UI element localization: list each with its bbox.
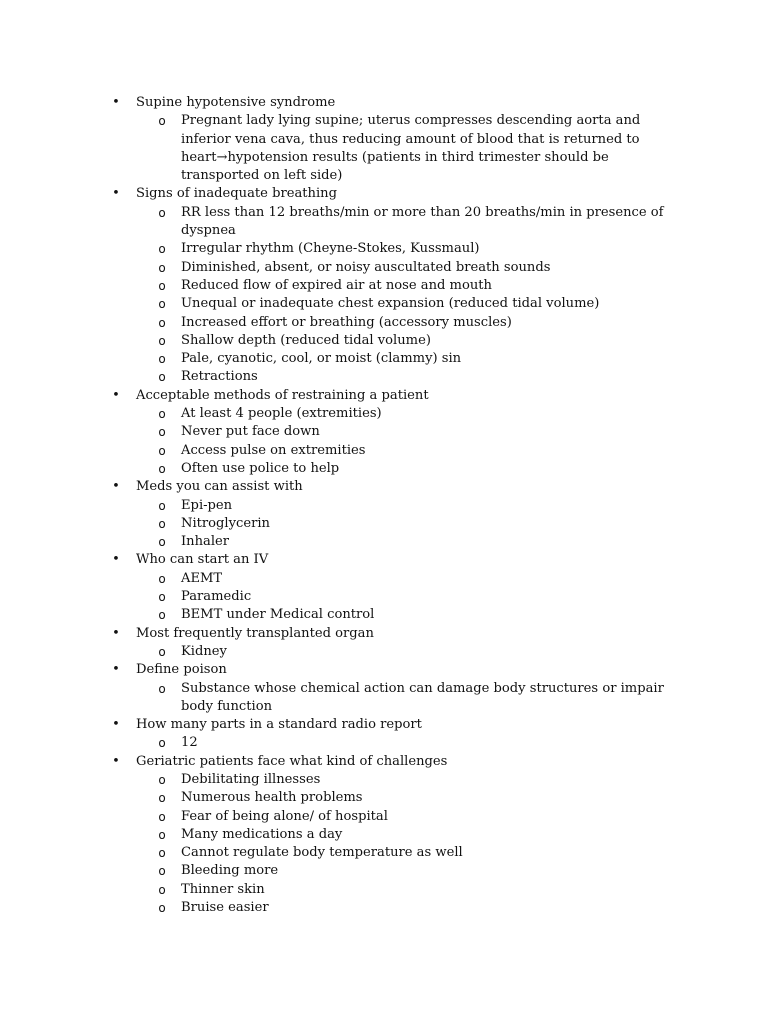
bullet-icon: • xyxy=(112,387,120,403)
sub-item xyxy=(158,844,676,862)
sub-item xyxy=(158,497,676,515)
topic-heading: Who can start an IV xyxy=(136,552,269,568)
hollow-bullet-icon: o xyxy=(158,516,166,531)
bullet-icon: • xyxy=(112,662,120,678)
sub-item xyxy=(158,826,676,844)
sub-item xyxy=(158,570,676,588)
sub-item xyxy=(158,314,676,332)
sub-item-text: BEMT under Medical control xyxy=(181,607,375,623)
hollow-bullet-icon: o xyxy=(158,370,166,385)
sub-item xyxy=(158,460,676,478)
outline-topic xyxy=(0,716,676,753)
hollow-bullet-icon: o xyxy=(158,315,166,330)
outline-topic xyxy=(0,753,676,918)
sub-item-text: Numerous health problems xyxy=(181,790,363,806)
hollow-bullet-icon: o xyxy=(158,772,166,787)
sub-item xyxy=(158,734,676,752)
topic-heading: Define poison xyxy=(136,662,227,678)
bullet-icon: • xyxy=(112,717,120,733)
sub-item-text: Substance whose chemical action can damage body structures or impair body function xyxy=(181,680,664,714)
sub-item-text: Paramedic xyxy=(181,589,252,605)
sub-item-text: Pregnant lady lying supine; uterus compresses descending aorta and inferior vena cava, thus reducing amount of blood that is returned to heart→hypotension results (patients in third trimester should be transported on left side) xyxy=(181,113,641,184)
sub-item xyxy=(158,442,676,460)
sub-item xyxy=(158,533,676,551)
topic-heading: Meds you can assist with xyxy=(136,479,303,495)
sub-item-text: 12 xyxy=(181,735,198,751)
sub-item xyxy=(158,588,676,606)
sub-list xyxy=(136,771,676,917)
sub-list xyxy=(136,570,676,625)
sub-item-text: Epi-pen xyxy=(181,497,233,513)
sub-item xyxy=(158,515,676,533)
outline-topic xyxy=(0,661,676,716)
sub-list xyxy=(136,734,676,752)
sub-item xyxy=(158,899,676,917)
sub-list xyxy=(136,405,676,478)
topic-heading: How many parts in a standard radio report xyxy=(136,717,422,733)
hollow-bullet-icon: o xyxy=(158,736,166,751)
hollow-bullet-icon: o xyxy=(158,571,166,586)
hollow-bullet-icon: o xyxy=(158,352,166,367)
bulleted-outline xyxy=(0,94,768,917)
hollow-bullet-icon: o xyxy=(158,242,166,257)
sub-item-text: Often use police to help xyxy=(181,460,340,476)
sub-item-text: Retractions xyxy=(181,369,258,385)
sub-item-text: Never put face down xyxy=(181,424,320,440)
hollow-bullet-icon: o xyxy=(158,809,166,824)
sub-item-text: Bruise easier xyxy=(181,900,269,916)
bullet-icon: • xyxy=(112,95,120,110)
hollow-bullet-icon: o xyxy=(158,461,166,476)
hollow-bullet-icon: o xyxy=(158,590,166,605)
topic-heading: Supine hypotensive syndrome xyxy=(136,95,336,110)
sub-item-text: AEMT xyxy=(181,570,223,586)
hollow-bullet-icon: o xyxy=(158,114,166,129)
topic-heading: Geriatric patients face what kind of challenges xyxy=(136,753,448,769)
sub-item xyxy=(158,643,676,661)
sub-item xyxy=(158,277,676,295)
bullet-icon: • xyxy=(112,625,120,641)
hollow-bullet-icon: o xyxy=(158,260,166,275)
topic-heading: Acceptable methods of restraining a patient xyxy=(136,387,429,403)
sub-item xyxy=(158,295,676,313)
sub-item xyxy=(158,771,676,789)
hollow-bullet-icon: o xyxy=(158,681,166,696)
sub-list xyxy=(136,112,676,185)
hollow-bullet-icon: o xyxy=(158,205,166,220)
sub-item-text: Irregular rhythm (Cheyne-Stokes, Kussmaul) xyxy=(181,241,480,257)
sub-list xyxy=(136,680,676,717)
topic-heading: Signs of inadequate breathing xyxy=(136,186,337,202)
hollow-bullet-icon: o xyxy=(158,443,166,458)
hollow-bullet-icon: o xyxy=(158,882,166,897)
outline-topic xyxy=(0,625,676,662)
sub-list xyxy=(136,643,676,661)
sub-item-text: Diminished, absent, or noisy auscultated breath sounds xyxy=(181,259,551,275)
hollow-bullet-icon: o xyxy=(158,535,166,550)
hollow-bullet-icon: o xyxy=(158,425,166,440)
hollow-bullet-icon: o xyxy=(158,297,166,312)
hollow-bullet-icon: o xyxy=(158,498,166,513)
sub-item-text: Nitroglycerin xyxy=(181,515,270,531)
sub-list xyxy=(136,497,676,552)
hollow-bullet-icon: o xyxy=(158,827,166,842)
hollow-bullet-icon: o xyxy=(158,791,166,806)
sub-item xyxy=(158,405,676,423)
sub-item xyxy=(158,240,676,258)
sub-item xyxy=(158,423,676,441)
sub-item xyxy=(158,350,676,368)
hollow-bullet-icon: o xyxy=(158,333,166,348)
sub-item-text: Bleeding more xyxy=(181,863,279,879)
sub-item-text: Many medications a day xyxy=(181,826,343,842)
sub-item xyxy=(158,881,676,899)
outline-topic xyxy=(0,551,676,624)
sub-item-text: Fear of being alone/ of hospital xyxy=(181,808,388,824)
sub-item xyxy=(158,789,676,807)
outline-topic xyxy=(0,94,676,185)
sub-item-text: Thinner skin xyxy=(181,881,265,897)
outline-topic xyxy=(0,387,676,478)
hollow-bullet-icon: o xyxy=(158,278,166,293)
sub-item-text: Shallow depth (reduced tidal volume) xyxy=(181,332,431,348)
sub-item xyxy=(158,112,676,185)
sub-list xyxy=(136,204,676,387)
hollow-bullet-icon: o xyxy=(158,846,166,861)
sub-item xyxy=(158,808,676,826)
sub-item-text: Cannot regulate body temperature as well xyxy=(181,845,463,861)
sub-item-text: Increased effort or breathing (accessory muscles) xyxy=(181,314,512,330)
hollow-bullet-icon: o xyxy=(158,407,166,422)
hollow-bullet-icon: o xyxy=(158,644,166,659)
sub-item xyxy=(158,204,676,241)
sub-item-text: Inhaler xyxy=(181,534,230,550)
bullet-icon: • xyxy=(112,753,120,769)
sub-item-text: Debilitating illnesses xyxy=(181,771,321,787)
sub-item xyxy=(158,332,676,350)
outline-topic xyxy=(0,185,676,386)
sub-item-text: Pale, cyanotic, cool, or moist (clammy) sin xyxy=(181,351,462,367)
hollow-bullet-icon: o xyxy=(158,864,166,879)
bullet-icon: • xyxy=(112,552,120,568)
hollow-bullet-icon: o xyxy=(158,608,166,623)
sub-item xyxy=(158,606,676,624)
sub-item-text: Access pulse on extremities xyxy=(181,442,366,458)
sub-item-text: Reduced flow of expired air at nose and mouth xyxy=(181,277,492,293)
sub-item-text: Unequal or inadequate chest expansion (reduced tidal volume) xyxy=(181,296,600,312)
bullet-icon: • xyxy=(112,479,120,495)
sub-item-text: RR less than 12 breaths/min or more than 20 breaths/min in presence of dyspnea xyxy=(181,204,664,239)
outline-topic xyxy=(0,478,676,551)
sub-item xyxy=(158,368,676,386)
sub-item xyxy=(158,259,676,277)
sub-item-text: Kidney xyxy=(181,643,227,659)
hollow-bullet-icon: o xyxy=(158,901,166,916)
bullet-icon: • xyxy=(112,186,120,202)
sub-item xyxy=(158,862,676,880)
topic-heading: Most frequently transplanted organ xyxy=(136,625,374,641)
sub-item xyxy=(158,680,676,717)
sub-item-text: At least 4 people (extremities) xyxy=(181,406,382,422)
